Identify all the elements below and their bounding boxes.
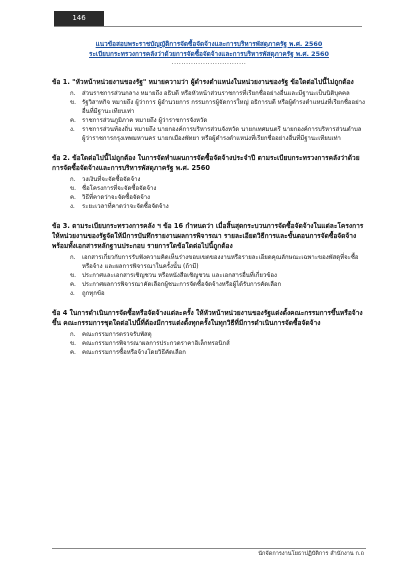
question-4-options <box>52 330 366 357</box>
document-body <box>52 40 366 357</box>
option: ข. ประกาศและเอกสารเชิญชวน หรือหนังสือเชิญชวน และเอกสารอื่นที่เกี่ยวข้อง <box>70 272 277 279</box>
separator: ............................... <box>171 59 247 66</box>
header-rule <box>54 26 362 27</box>
question-2-options <box>52 175 366 211</box>
footer-text: นักจัดการงานโยธาปฏิบัติการ สำนักงาน ก.ถ <box>258 551 364 557</box>
option: ข. ชื่อโครงการที่จะจัดซื้อจัดจ้าง <box>70 185 157 192</box>
question-2: ข้อ 2. ข้อใดต่อไปนี้ไม่ถูกต้อง ในการจัดทำแผนการจัดซื้อจัดจ้างประจำปี ตามระเบียบกระทรวงการคลังว่าด้วยการจัดซื้อจัดจ้างและการบริหารพัสดุภาครัฐ พ.ศ. 2560 <box>52 154 360 172</box>
question-4: ข้อ 4 ในการดำเนินการจัดซื้อหรือจัดจ้างแต่ละครั้ง ให้หัวหน้าหน่วยงานของรัฐแต่งตั้งคณะกรรมการขึ้นหรือจ้างขึ้น คณะกรรมการชุดใดต่อไปนี้ที่ต้องมีการแต่งตั้งทุกครั้งในทุกวิธีที่มีการดำเนินการจัดซื้อจัดจ้าง <box>52 309 363 327</box>
question-3: ข้อ 3. ตามระเบียบกระทรวงการคลัง ฯ ข้อ 16 กำหนดว่า เมื่อสิ้นสุดกระบวนการจัดซื้อจัดจ้างในแต่ละโครงการ ให้หน่วยงานของรัฐจัดให้มีการบันทึกรายงานผลการพิจารณา รายละเอียดวิธีการและขั้นตอนการจัดซื้อจัดจ้างพร้อมทั้งเอกสารหลักฐานประกอบ รายการใดข้อใดต่อไปนี้ถูกต้อง <box>52 222 364 250</box>
page-number: 146 <box>54 11 104 26</box>
option: ง. ราชการส่วนท้องถิ่น หมายถึง นายกองค์การบริหารส่วนจังหวัด นายกเทศมนตรี นายกองค์การบริหารส่วนตำบล ผู้ว่าราชการกรุงเทพมหานคร นายกเมืองพัทยา หรือผู้ดำรงตำแหน่งที่เรียกชื่ออย่างอื่นที่มีฐานะเทียบเท่า <box>70 126 362 142</box>
question-1: ข้อ 1. "หัวหน้าหน่วยงานของรัฐ" หมายความว่า ผู้ดำรงตำแหน่งในหน่วยงานของรัฐ ข้อใดต่อไปนี้ไม่ถูกต้อง <box>52 78 354 86</box>
option: ค. วิธีที่คาดว่าจะจัดซื้อจัดจ้าง <box>70 194 151 201</box>
question-1-options <box>52 89 366 143</box>
option: ง. ระยะเวลาที่คาดว่าจะจัดซื้อจัดจ้าง <box>70 203 169 210</box>
option: ก. เอกสารเกี่ยวกับการรับฟังความคิดเห็นร่างขอบเขตของงานหรือรายละเอียดคุณลักษณะเฉพาะของพัสดุที่จะซื้อหรือจ้าง และผลการพิจารณาในครั้งนั้น (ถ้ามี) <box>70 254 359 270</box>
option: ก. คณะกรรมการตรวจรับพัสดุ <box>70 331 152 338</box>
option: ข. รัฐวิสาหกิจ หมายถึง ผู้ว่าการ ผู้อำนวยการ กรรมการผู้จัดการใหญ่ อธิการบดี หรือผู้ดำรงตำแหน่งที่เรียกชื่ออย่างอื่นที่มีฐานะเทียบเท่า <box>70 99 365 115</box>
option: ค. คณะกรรมการซื้อหรือจ้างโดยวิธีคัดเลือก <box>70 349 186 356</box>
option: ก. ส่วนราชการส่วนกลาง หมายถึง อธิบดี หรือหัวหน้าส่วนราชการที่เรียกชื่ออย่างอื่นและมีฐานะเป็นนิติบุคคล <box>70 90 350 97</box>
title-line-1: แนวข้อสอบพระราชบัญญัติการจัดซื้อจัดจ้างและการบริหารพัสดุภาครัฐ พ.ศ. 2560 <box>95 40 323 48</box>
title-line-2: ระเบียบกระทรวงการคลังว่าด้วยการจัดซื้อจัดจ้างและการบริหารพัสดุภาครัฐ พ.ศ. 2560 <box>89 49 329 58</box>
option: ก. วงเงินที่จะจัดซื้อจัดจ้าง <box>70 176 141 183</box>
footer-rule <box>52 548 366 549</box>
question-3-options <box>52 253 366 298</box>
option: ง. ถูกทุกข้อ <box>70 290 105 297</box>
option: ค. ราชการส่วนภูมิภาค หมายถึง ผู้ว่าราชการจังหวัด <box>70 117 208 124</box>
option: ค. ประกาศผลการพิจารณาคัดเลือกผู้ชนะการจัดซื้อจัดจ้างหรือผู้ได้รับการคัดเลือก <box>70 281 282 288</box>
option: ข. คณะกรรมการพิจารณาผลการประกวดราคาอิเล็กทรอนิกส์ <box>70 340 230 347</box>
